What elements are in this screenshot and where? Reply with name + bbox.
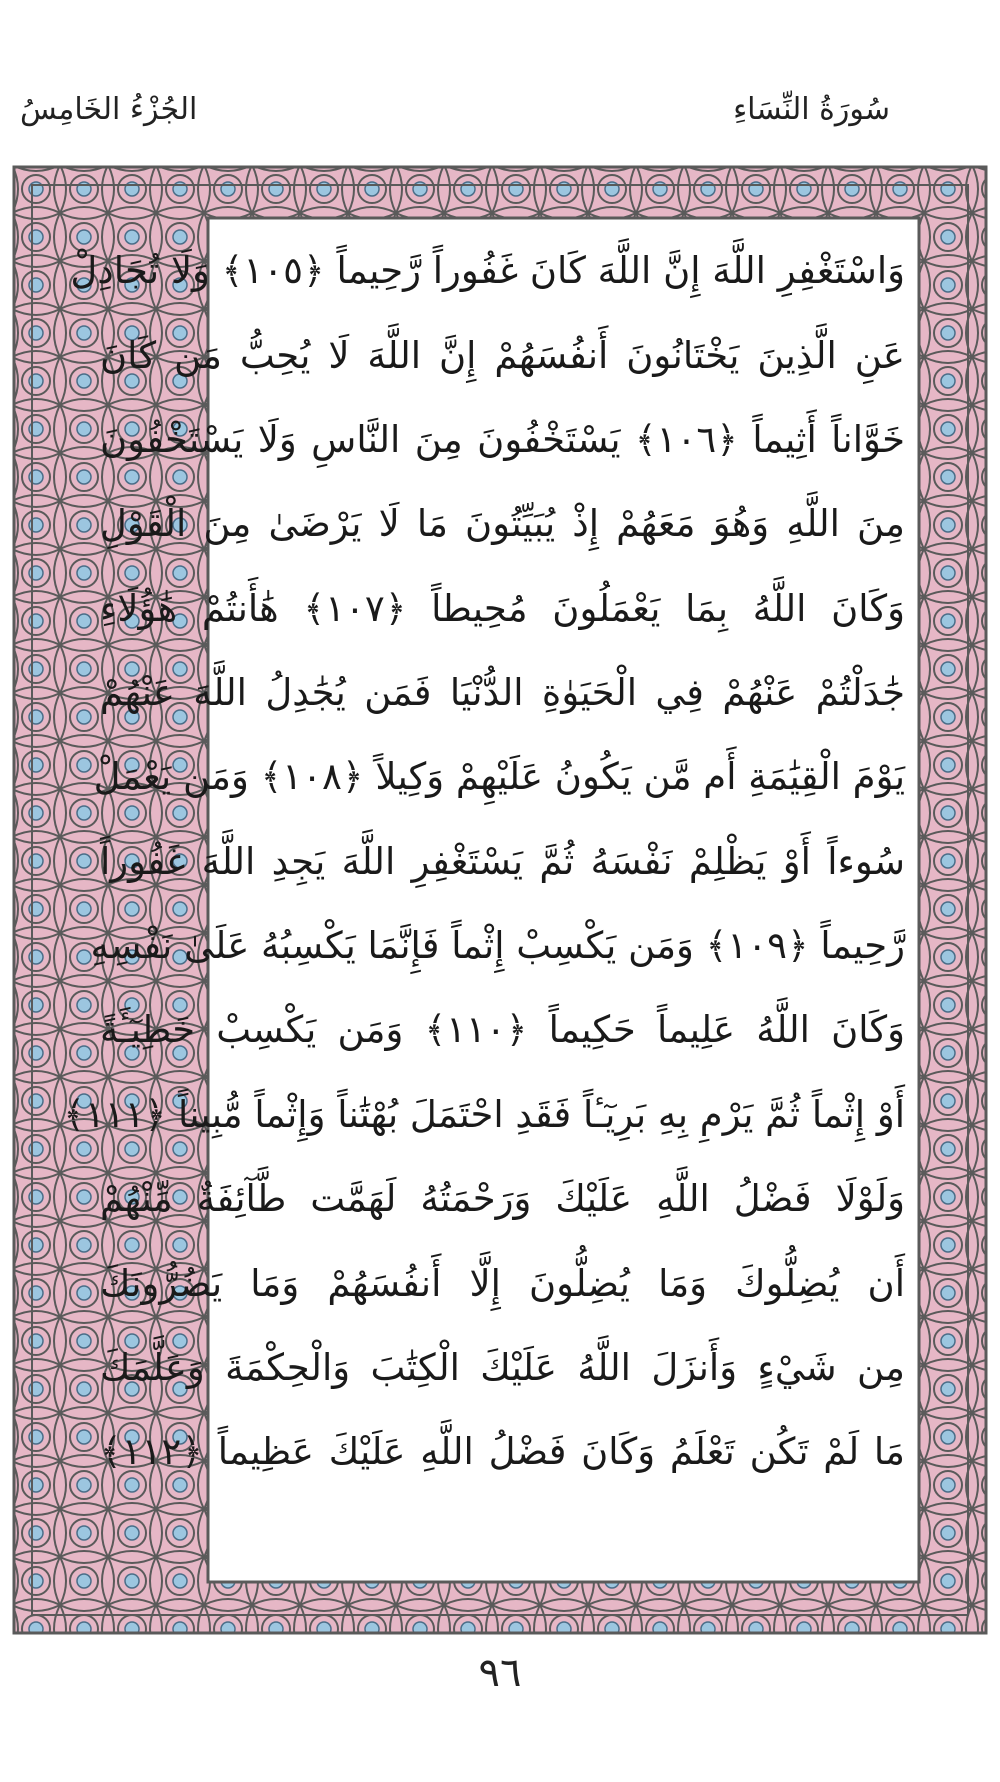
verse-line-2: عَنِ الَّذِينَ يَخْتَانُونَ أَنفُسَهُمْ إِنَّ اللَّهَ لَا يُحِبُّ مَن كَانَ <box>100 334 905 377</box>
verse-line-12: وَلَوْلَا فَضْلُ اللَّهِ عَلَيْكَ وَرَحْمَتُهُ لَهَمَّت طَّآئِفَةٌ مِّنْهُمْ <box>100 1177 905 1220</box>
verse-line-11: أَوْ إِثْماً ثُمَّ يَرْمِ بِهِ بَرِيٓـٔاً فَقَدِ احْتَمَلَ بُهْتَٰناً وَإِثْماً مُّبِيناً ﴿١١١﴾ <box>63 1093 905 1136</box>
header-surah-name: سُورَةُ النِّسَاءِ <box>733 92 890 127</box>
verse-line-6: جَٰدَلْتُمْ عَنْهُمْ فِي الْحَيَوٰةِ الدُّنْيَا فَمَن يُجَٰدِلُ اللَّهَ عَنْهُمْ <box>100 671 905 714</box>
verse-line-1: وَاسْتَغْفِرِ اللَّهَ إِنَّ اللَّهَ كَانَ غَفُوراً رَّحِيماً ﴿١٠٥﴾ وَلَا تُجَادِلْ <box>70 249 905 292</box>
verse-line-10: وَكَانَ اللَّهُ عَلِيماً حَكِيماً ﴿١١٠﴾ وَمَن يَكْسِبْ خَطِيٓـَٔةً <box>100 1008 905 1051</box>
header-juz-name: الجُزْءُ الخَامِسُ <box>20 92 198 127</box>
ornamental-border-art <box>12 165 988 1635</box>
verse-line-14: مِن شَيْءٍ وَأَنزَلَ اللَّهُ عَلَيْكَ الْكِتَٰبَ وَالْحِكْمَةَ وَعَلَّمَكَ <box>100 1346 905 1389</box>
verse-line-9: رَّحِيماً ﴿١٠٩﴾ وَمَن يَكْسِبْ إِثْماً فَإِنَّمَا يَكْسِبُهُ عَلَىٰ نَفْسِهِ <box>90 924 905 967</box>
verse-line-3: خَوَّاناً أَثِيماً ﴿١٠٦﴾ يَسْتَخْفُونَ مِنَ النَّاسِ وَلَا يَسْتَخْفُونَ <box>100 418 905 461</box>
verse-line-15: مَا لَمْ تَكُن تَعْلَمُ وَكَانَ فَضْلُ اللَّهِ عَلَيْكَ عَظِيماً ﴿١١٢﴾ <box>100 1430 905 1473</box>
page-number: ٩٦ <box>478 1650 522 1696</box>
verse-line-7: يَوْمَ الْقِيَٰمَةِ أَم مَّن يَكُونُ عَلَيْهِمْ وَكِيلاً ﴿١٠٨﴾ وَمَن يَعْمَلْ <box>93 755 905 798</box>
verse-line-5: وَكَانَ اللَّهُ بِمَا يَعْمَلُونَ مُحِيطاً ﴿١٠٧﴾ هَٰأَنتُمْ هَٰؤُلَاءِ <box>100 587 905 630</box>
verse-line-8: سُوءاً أَوْ يَظْلِمْ نَفْسَهُ ثُمَّ يَسْتَغْفِرِ اللَّهَ يَجِدِ اللَّهَ غَفُوراً <box>100 840 905 883</box>
verse-line-4: مِنَ اللَّهِ وَهُوَ مَعَهُمْ إِذْ يُبَيِّتُونَ مَا لَا يَرْضَىٰ مِنَ الْقَوْلِ <box>100 502 905 545</box>
ornamental-frame <box>12 165 988 1635</box>
verse-line-13: أَن يُضِلُّوكَ وَمَا يُضِلُّونَ إِلَّا أَنفُسَهُمْ وَمَا يَضُرُّونَكَ <box>100 1262 905 1305</box>
